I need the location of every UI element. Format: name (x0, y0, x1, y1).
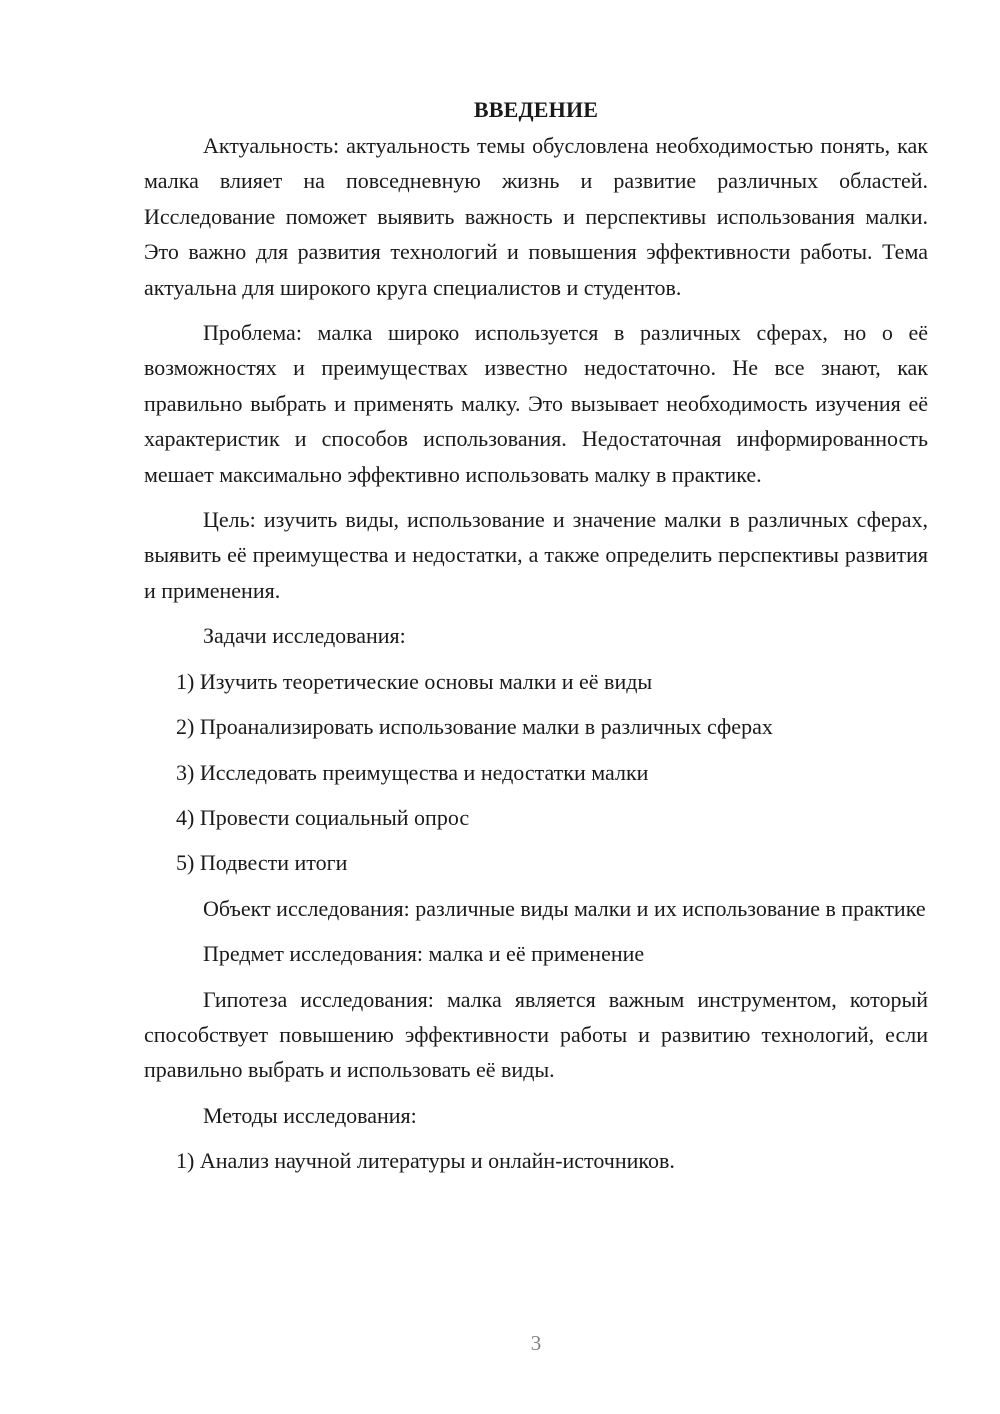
tasks-heading: Задачи исследования: (203, 623, 406, 649)
list-item: 1) Анализ научной литературы и онлайн-источников. (176, 1148, 675, 1174)
list-item: 1) Изучить теоретические основы малки и её виды (176, 668, 653, 694)
document-page (144, 94, 928, 1189)
tasks-list (144, 664, 928, 881)
list-item: 5) Подвести итоги (176, 850, 348, 876)
hypothesis-paragraph: Гипотеза исследования: малка является важным инструментом, который способствует повышению эффективности работы и развитию технологий, если правильно выбрать и использовать её виды. (144, 986, 928, 1083)
list-item: 4) Провести социальный опрос (176, 804, 470, 830)
page-title: ВВЕДЕНИЕ (473, 97, 599, 122)
object-paragraph: Объект исследования: различные виды малки и их использование в практике (203, 895, 926, 921)
subject-paragraph: Предмет исследования: малка и её применение (203, 941, 645, 967)
page-number: 3 (530, 1331, 542, 1355)
goal-paragraph: Цель: изучить виды, использование и значение малки в различных сферах, выявить её преимущества и недостатки, а также определить перспективы развития и применения. (144, 507, 928, 603)
list-item: 3) Исследовать преимущества и недостатки малки (176, 759, 649, 785)
list-item: 2) Проанализировать использование малки в различных сферах (176, 714, 773, 740)
methods-list (144, 1143, 928, 1178)
methods-heading: Методы исследования: (203, 1102, 417, 1128)
problem-paragraph: Проблема: малка широко используется в различных сферах, но о её возможностях и преимуществах известно недостаточно. Не все знают, как правильно выбрать и применять малку. Это вызывает необходимость изучения её характеристик и способов использования. Недостаточная информированность мешает максимально эффективно использовать малку в практике. (144, 320, 928, 487)
relevance-paragraph: Актуальность: актуальность темы обусловлена необходимостью понять, как малка влияет на повседневную жизнь и развитие различных областей. Исследование поможет выявить важность и перспективы использования малки. Это важно для развития технологий и повышения эффективности работы. Тема актуальна для широкого круга специалистов и студентов. (144, 133, 928, 300)
